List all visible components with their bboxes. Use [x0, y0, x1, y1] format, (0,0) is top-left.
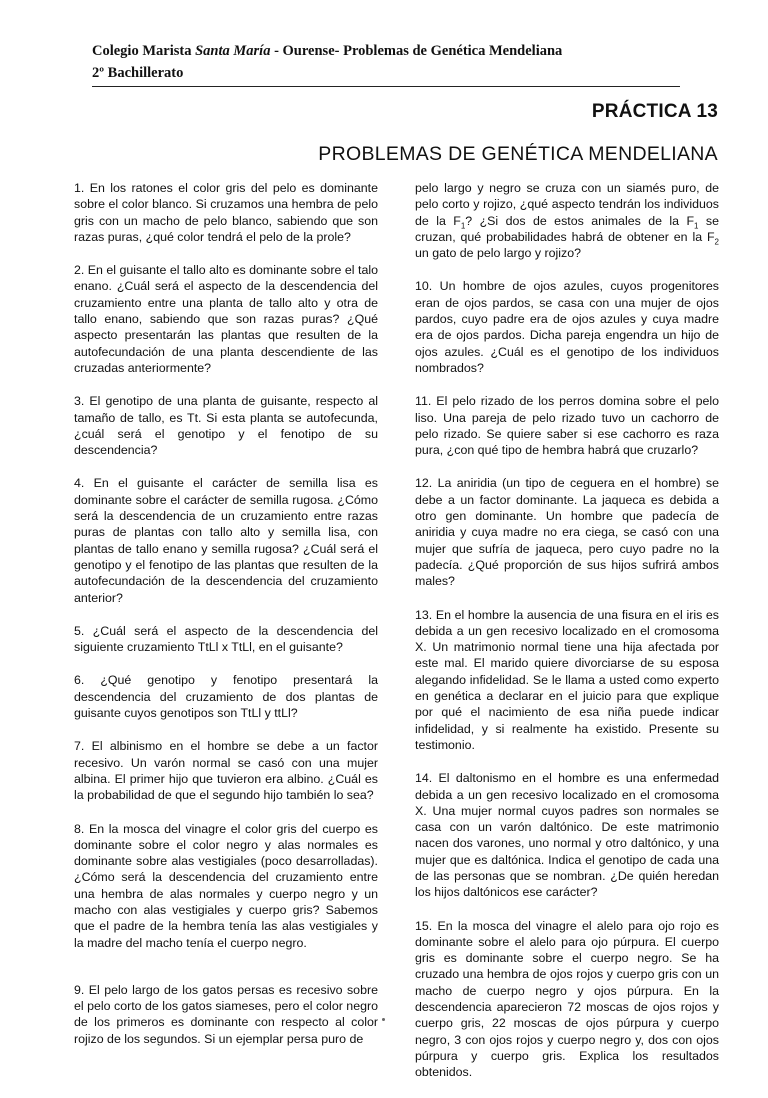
problem-3: 3. El genotipo de una planta de guisante, respecto al tamaño de tallo, es Tt. Si esta planta se autofecunda, ¿cuál será el genotipo y el fenotipo de su descendencia? — [74, 394, 378, 458]
problem-11: 11. El pelo rizado de los perros domina sobre el pelo liso. Una pareja de pelo rizado tuvo un cachorro de pelo rizado. Se quiere saber si ese cachorro es raza pura, ¿con qué tipo de hembra habrá que cruzarlo? — [415, 394, 719, 458]
page-mark — [382, 1018, 385, 1021]
practice-title: PRÁCTICA 13 — [591, 101, 718, 122]
school-line: Colegio Marista Santa María - Ourense- Problemas de Genética Mendeliana — [92, 43, 563, 59]
document-subtitle: PROBLEMAS DE GENÉTICA MENDELIANA — [318, 143, 718, 165]
problem-2: 2. En el guisante el tallo alto es dominante sobre el talo enano. ¿Cuál será el aspecto de la descendencia del cruzamiento entre una planta de tallo alto y otra de tallo enano, sabiendo que son razas puras? ¿Qué aspecto presentarán las plantas que resulten de la autofecundación de una planta descendiente de las cruzadas anteriormente? — [74, 263, 378, 375]
problem-14: 14. El daltonismo en el hombre es una enfermedad debida a un gen recesivo localizado en el cromosoma X. Una mujer normal cuyos padres son normales se casa con un varón daltónico. De este matrimonio nacen dos varones, uno normal y otro daltónico, y una mujer que es daltónica. Indica el genotipo de cada una de las personas que se nombran. ¿De quién heredan los hijos daltónicos ese carácter? — [415, 771, 719, 900]
left-column — [74, 180, 378, 1064]
page-header — [92, 40, 680, 87]
course-line: 2º Bachillerato — [92, 65, 184, 81]
problem-9-continued: pelo largo y negro se cruza con un siamés puro, de pelo corto y rojizo, ¿qué aspecto tendrán los individuos de la $F_1$? ¿Si dos de estos animales de la $F_1$ se cruzan, qué probabilidades habrá de obtener en la $F_2$ un gato de pelo largo y rojizo? — [415, 181, 719, 261]
problem-15: 15. En la mosca del vinagre el alelo para ojo rojo es dominante sobre el alelo para ojo púrpura. El cuerpo gris es dominante sobre el cuerpo negro. Se ha cruzado una hembra de ojos rojos y cuerpo gris con un macho de cuerpo negro y ojos púrpura. En la descendencia aparecieron 72 moscas de ojos rojos y cuerpo gris, 22 moscas de ojos púrpura y cuerpo negro, 3 con ojos rojos y cuerpo negro y, dos con ojos púrpura y cuerpo gris. Explica los resultados obtenidos. — [415, 918, 719, 1080]
problem-12: 12. La aniridia (un tipo de ceguera en el hombre) se debe a un factor dominante. La jaqueca es debida a otro gen dominante. Un hombre que padecía de aniridia y cuya madre no era ciega, se casó con una mujer que sufría de jaqueca, pero cuyo padre no la padecía. ¿Qué proporción de sus hijos sufrirá ambos males? — [415, 476, 719, 589]
problem-7: 7. El albinismo en el hombre se debe a un factor recesivo. Un varón normal se casó con una mujer albina. El primer hijo que tuvieron era albino. ¿Cuál es la probabilidad de que el segundo hijo también lo sea? — [74, 739, 378, 803]
problem-5: 5. ¿Cuál será el aspecto de la descendencia del siguiente cruzamiento TtLl x TtLl, en el guisante? — [74, 623, 378, 655]
problem-8: 8. En la mosca del vinagre el color gris del cuerpo es dominante sobre el color negro y alas normales es dominante sobre alas vestigiales (poco desarrolladas). ¿Cómo será la descendencia del cruzamiento entre una hembra de alas normales y cuerpo negro y un macho con alas vestigiales y cuerpo gris? Sabemos que el padre de la hembra tenía las alas vestigiales y la madre del macho tenía el cuerpo negro. — [74, 821, 378, 950]
problem-4: 4. En el guisante el carácter de semilla lisa es dominante sobre el carácter de semilla rugosa. ¿Cómo será la descendencia de un cruzamiento entre razas puras de plantas con tallo alto y semilla lisa, con plantas de tallo enano y semilla rugosa? ¿Cuál será el genotipo y el fenotipo de las plantas que resulten de la autofecundación de la descendencia del cruzamiento anterior? — [74, 476, 378, 605]
problem-9-start: 9. El pelo largo de los gatos persas es recesivo sobre el pelo corto de los gatos siameses, pero el color negro de los primeros es dominante con respecto al color rojizo de los segundos. Si un ejemplar persa puro de — [74, 982, 378, 1046]
right-column — [415, 180, 719, 1098]
problem-13: 13. En el hombre la ausencia de una fisura en el iris es debida a un gen recesivo localizado en el cromosoma X. Un matrimonio normal tiene una hija afectada por este mal. El marido quiere divorciarse de su esposa alegando infidelidad. Se le llama a usted como experto en genética a declarar en el juicio para que explique por qué el nacimiento de esa niña puede indicar infidelidad, y si realmente ha existido. Presente su testimonio. — [415, 607, 719, 752]
problem-6: 6. ¿Qué genotipo y fenotipo presentará la descendencia del cruzamiento de dos plantas de guisante cuyos genotipos son TtLl y ttLl? — [74, 673, 378, 721]
problem-10: 10. Un hombre de ojos azules, cuyos progenitores eran de ojos pardos, se casa con una mujer de ojos pardos, cuyo padre era de ojos azules y cuya madre era de ojos pardos. Dicha pareja engendra un hijo de ojos azules. ¿Cuál es el genotipo de los individuos nombrados? — [415, 279, 719, 375]
problem-1: 1. En los ratones el color gris del pelo es dominante sobre el color blanco. Si cruzamos una hembra de pelo gris con un macho de pelo blanco, sabiendo que son razas puras, ¿qué color tendrá el pelo de la prole? — [74, 181, 378, 244]
